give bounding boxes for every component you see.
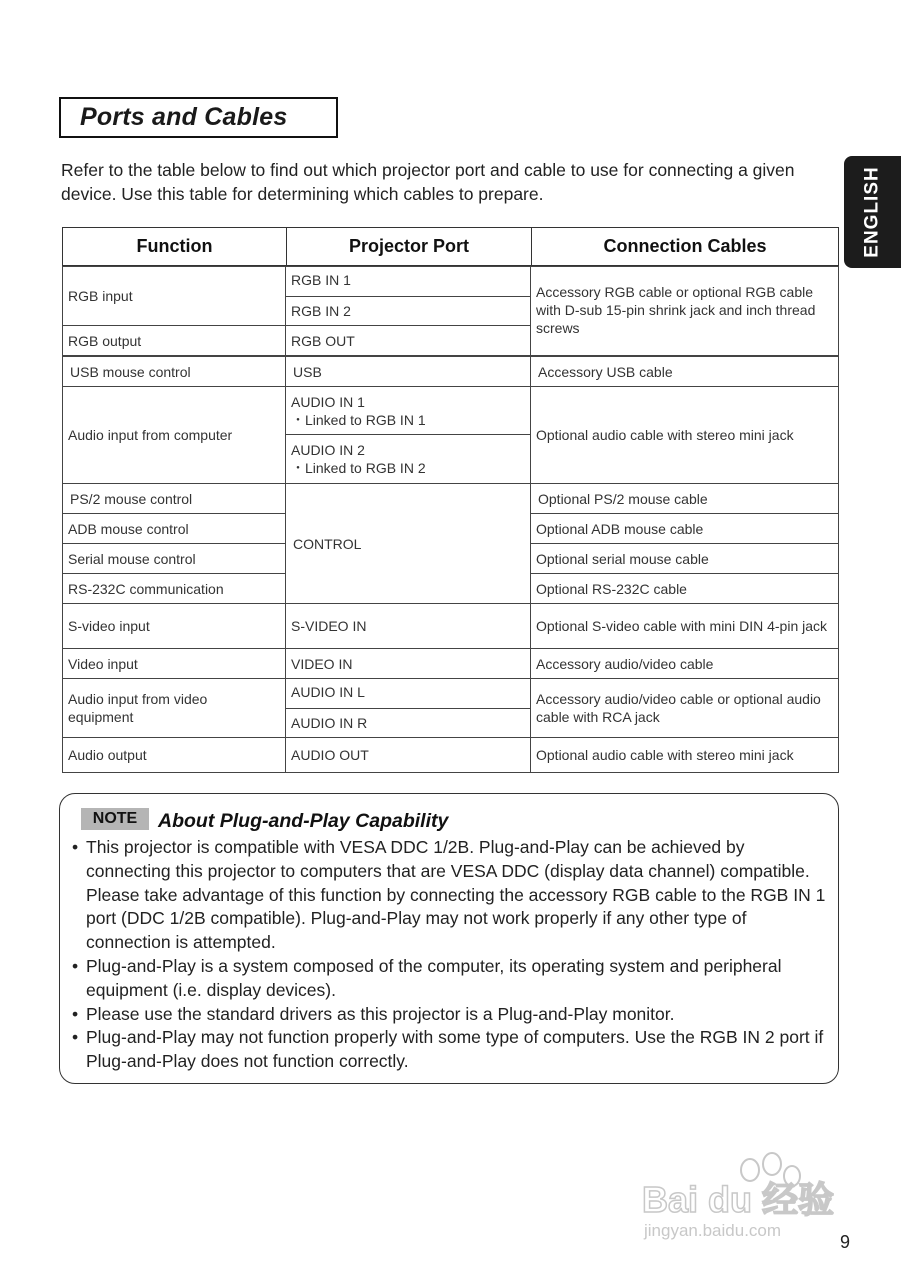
cell-function (62, 543, 286, 574)
cell-text: Optional ADB mouse cable (536, 520, 704, 537)
cell-cable (530, 483, 839, 514)
cell-text: Accessory USB cable (538, 363, 673, 380)
cell-text: Optional audio cable with stereo mini jack (536, 747, 794, 763)
bullet-icon: • (72, 837, 79, 857)
cell-text: Audio input from computer (68, 427, 233, 443)
note-list (70, 836, 830, 1074)
paw-toe-icon (741, 1159, 759, 1181)
cell-function (62, 266, 286, 326)
cell-port (285, 356, 531, 387)
language-tab (844, 156, 901, 268)
note-heading: About Plug-and-Play Capability (158, 810, 449, 832)
cell-note-text: ・Linked to RGB IN 1 (291, 411, 426, 428)
cell-text: RGB OUT (291, 332, 355, 349)
cell-cable (530, 603, 839, 649)
cell-port (285, 603, 531, 649)
cell-text: ADB mouse control (68, 520, 189, 537)
cell-port (285, 434, 531, 484)
section-title-box (59, 97, 338, 138)
cell-function (62, 386, 286, 484)
paw-toe-icon (763, 1153, 781, 1175)
watermark-brand: Bai du 经验 (642, 1179, 835, 1220)
cell-text: Accessory RGB cable or optional RGB cable with D-sub 15-pin shrink jack and inch thread screws (536, 284, 816, 336)
cell-port (285, 648, 531, 679)
cell-cable (530, 678, 839, 738)
cell-port (285, 678, 531, 709)
cell-function (62, 483, 286, 514)
cell-text: AUDIO IN R (291, 715, 368, 731)
bullet-icon: • (72, 1027, 79, 1048)
cell-text: VIDEO IN (291, 655, 353, 672)
header-projector-port: Projector Port (348, 236, 470, 256)
cell-function (62, 648, 286, 679)
header-function: Function (136, 236, 213, 256)
cell-cable (530, 513, 839, 544)
cell-text: Optional PS/2 mouse cable (538, 490, 708, 507)
section-title: Ports and Cables (80, 103, 288, 131)
cell-port (285, 483, 531, 604)
bullet-icon: • (72, 1003, 79, 1024)
intro-paragraph: Refer to the table below to find out which projector port and cable to use for connecting a given device. Use this table for determining which cables to prepare. (61, 160, 795, 204)
cell-text: Serial mouse control (68, 550, 196, 567)
cell-port (285, 708, 531, 738)
cell-text: USB mouse control (70, 363, 191, 380)
cell-function (62, 573, 286, 604)
page-number: 9 (840, 1232, 851, 1252)
list-item-text: Plug-and-Play is a system composed of the computer, its operating system and peripheral equipment (i.e. display devices). (86, 955, 782, 1000)
language-tab-label: ENGLISH (861, 166, 883, 258)
list-item-text: Plug-and-Play may not function properly with some type of computers. Use the RGB IN 2 port if Plug-and-Play does not function correctly. (86, 1027, 824, 1072)
table-header (62, 227, 839, 266)
cell-text: AUDIO IN L (291, 684, 365, 700)
cell-text: AUDIO IN 1 (291, 393, 365, 410)
cell-function (62, 325, 286, 356)
bullet-icon: • (72, 955, 79, 976)
cell-text: RGB IN 1 (291, 272, 351, 288)
cell-text: Audio output (68, 747, 147, 763)
cell-text: Optional audio cable with stereo mini jack (536, 427, 794, 443)
cell-port (285, 386, 531, 435)
cell-text: RGB input (68, 288, 133, 304)
cell-port (285, 296, 531, 326)
cell-cable (530, 648, 839, 679)
cell-port (285, 325, 531, 356)
cell-text: PS/2 mouse control (70, 490, 193, 507)
cell-text: Accessory audio/video cable or optional audio cable with RCA jack (536, 691, 821, 725)
cell-cable (530, 543, 839, 574)
cell-port (285, 737, 531, 773)
cell-text: Optional serial mouse cable (536, 550, 709, 567)
cell-function (62, 603, 286, 649)
list-item (70, 955, 830, 1003)
cell-note-text: ・Linked to RGB IN 2 (291, 460, 426, 476)
cell-text: Video input (68, 655, 138, 672)
cell-text: Optional S-video cable with mini DIN 4-pin jack (536, 618, 828, 634)
cell-cable (530, 737, 839, 773)
note-box (59, 793, 839, 1084)
cell-text: Audio input from video equipment (68, 691, 208, 725)
cell-text: S-video input (68, 618, 150, 634)
cell-cable (530, 573, 839, 604)
ports-table (62, 227, 839, 773)
cell-text: AUDIO IN 2 (291, 442, 365, 458)
cell-cable (530, 266, 839, 356)
cell-cable (530, 386, 839, 484)
list-item-text: Please use the standard drivers as this projector is a Plug-and-Play monitor. (86, 1003, 675, 1024)
list-item (70, 836, 830, 955)
cell-text: RGB output (68, 332, 142, 349)
cell-text: USB (293, 363, 322, 380)
cell-text: AUDIO OUT (291, 747, 369, 763)
cell-text: RGB IN 2 (291, 303, 351, 319)
cell-function (62, 737, 286, 773)
cell-cable (530, 356, 839, 387)
cell-text: S-VIDEO IN (291, 618, 367, 634)
cell-function (62, 678, 286, 738)
watermark-url: jingyan.baidu.com (644, 1221, 782, 1240)
cell-function (62, 356, 286, 387)
cell-text: RS-232C communication (68, 580, 224, 597)
cell-port (285, 266, 531, 297)
cell-function (62, 513, 286, 544)
list-item (70, 1026, 830, 1074)
list-item-text: This projector is compatible with VESA DDC 1/2B. Plug-and-Play can be achieved by connecting this projector to computers that are VESA DDC (display data channel) compatible. Please take advantage of this function by connecting the accessory RGB cable to the RGB IN 1 port (DDC 1/2B compatible). Plug-and-Play may not work properly if any other type of connection is attempted. (86, 837, 826, 953)
cell-text: Optional RS-232C cable (536, 580, 687, 597)
cell-text: CONTROL (293, 535, 362, 552)
note-badge: NOTE (81, 808, 149, 830)
header-connection-cables: Connection Cables (603, 236, 767, 256)
list-item (70, 1003, 830, 1027)
cell-text: Accessory audio/video cable (536, 655, 714, 672)
baidu-jingyan-watermark (640, 1140, 850, 1250)
